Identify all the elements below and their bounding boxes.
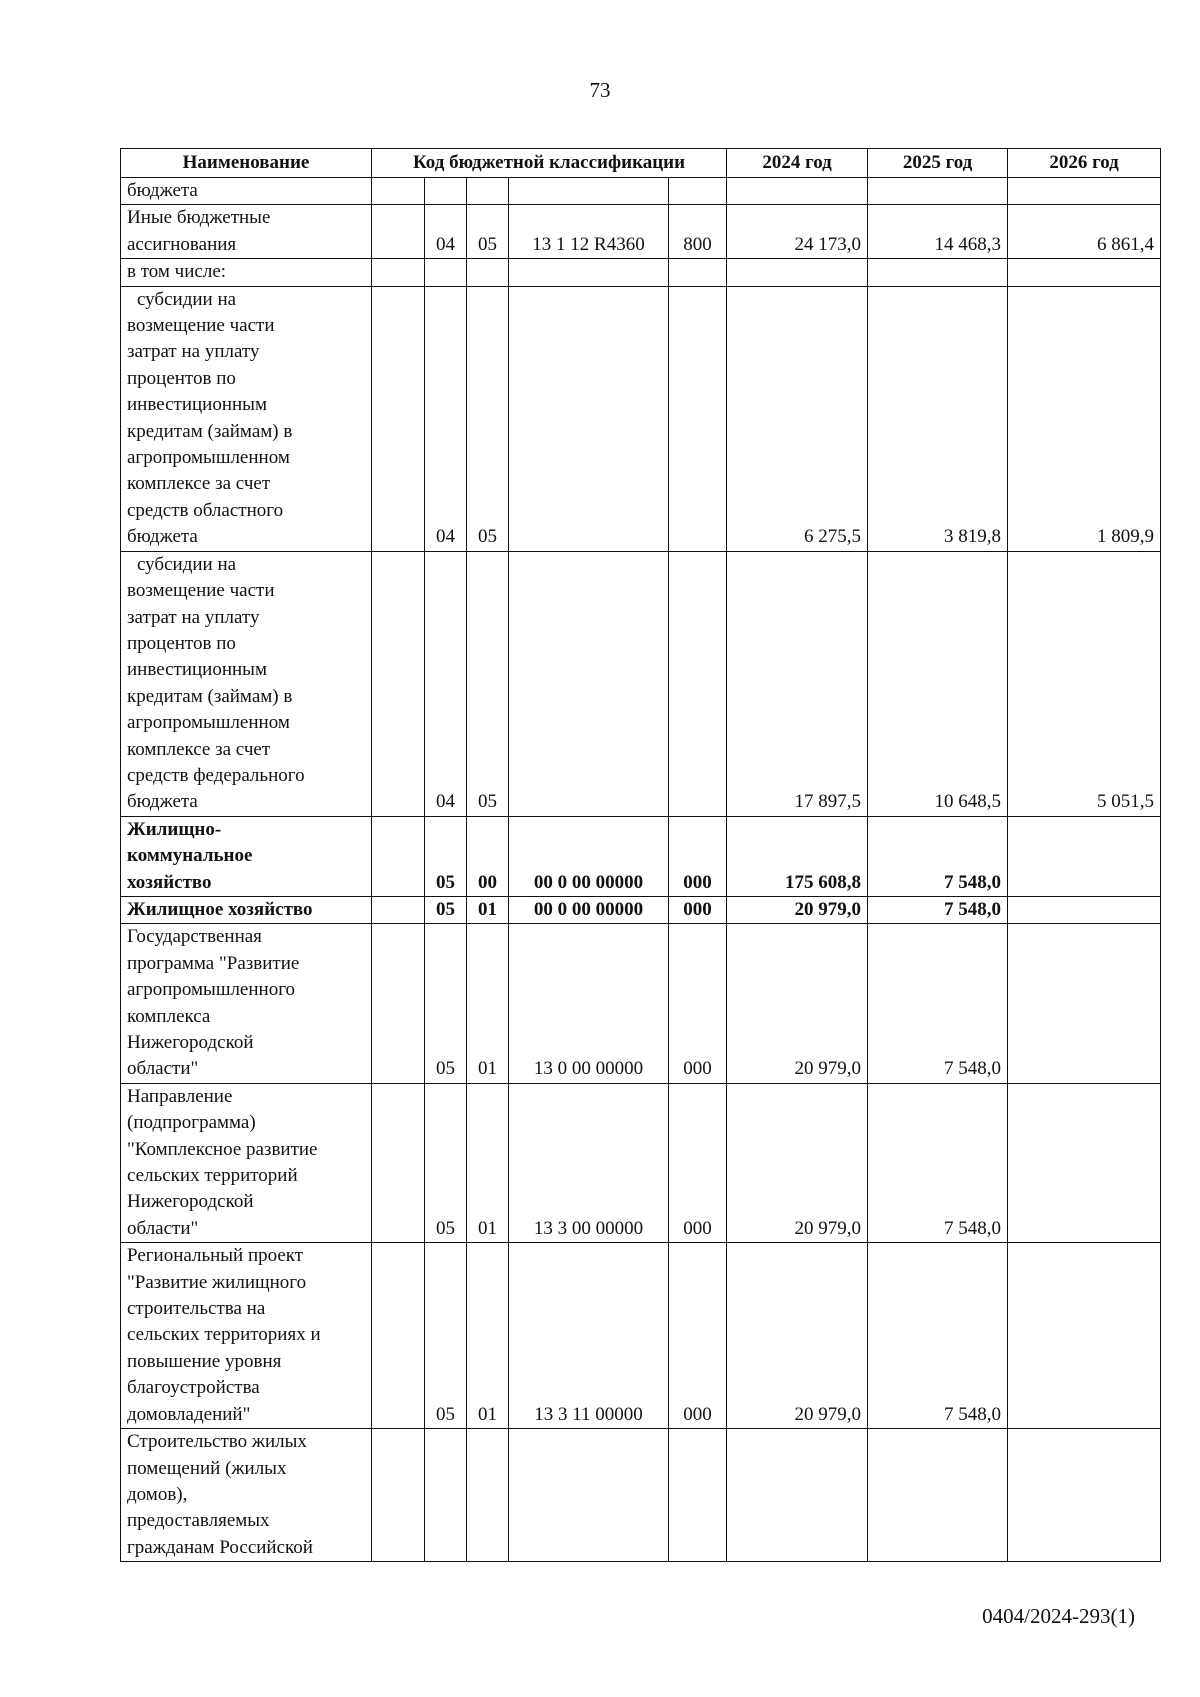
subsection-code-cell: 05: [467, 205, 509, 259]
row-name-cell: [121, 1429, 372, 1562]
amount-2025-cell: [868, 1429, 1008, 1562]
amount-2026-cell: [1008, 259, 1161, 286]
amount-2025-cell: [868, 178, 1008, 205]
amount-2025-cell: 7 548,0: [868, 896, 1008, 923]
code-col-1: [372, 551, 425, 816]
row-name-line: повышение уровня: [127, 1350, 282, 1372]
row-name-cell: [121, 816, 372, 896]
row-name-line: Жилищно-: [127, 818, 222, 840]
row-name-line: процентов по: [127, 367, 236, 389]
section-code-cell: 04: [425, 205, 467, 259]
code-col-1: [372, 205, 425, 259]
section-code-cell: [425, 1429, 467, 1562]
target-article-cell: 13 1 12 R4360: [509, 205, 669, 259]
code-col-1: [372, 1083, 425, 1242]
row-name-line: средств областного: [127, 499, 284, 521]
document-code: 0404/2024-293(1): [982, 1604, 1135, 1628]
amount-2025-cell: 7 548,0: [868, 924, 1008, 1083]
section-code-cell: 05: [425, 924, 467, 1083]
row-name-line: "Развитие жилищного: [127, 1271, 307, 1293]
amount-2024-cell: 20 979,0: [727, 896, 868, 923]
row-name-line: в том числе:: [127, 261, 227, 283]
row-name-line: Жилищное хозяйство: [127, 898, 313, 920]
amount-2025-cell: [868, 259, 1008, 286]
table-row: [121, 924, 1161, 1083]
header-name: Наименование: [121, 149, 372, 178]
row-name-line: Государственная: [127, 926, 262, 948]
expense-type-cell: [669, 286, 727, 551]
header-2024: 2024 год: [727, 149, 868, 178]
amount-2025-cell: 7 548,0: [868, 816, 1008, 896]
expense-type-cell: 800: [669, 205, 727, 259]
row-name-line: области": [127, 1058, 199, 1080]
amount-2025-cell: 3 819,8: [868, 286, 1008, 551]
section-code-cell: 05: [425, 1243, 467, 1429]
row-name-line: возмещение части: [127, 580, 275, 602]
row-name-line: Региональный проект: [127, 1245, 304, 1267]
header-2025: 2025 год: [868, 149, 1008, 178]
target-article-cell: 13 3 11 00000: [509, 1243, 669, 1429]
expense-type-cell: 000: [669, 1083, 727, 1242]
row-name-cell: [121, 259, 372, 286]
row-name-cell: [121, 896, 372, 923]
amount-2026-cell: 6 861,4: [1008, 205, 1161, 259]
row-name-line: кредитам (займам) в: [127, 420, 293, 442]
amount-2026-cell: [1008, 896, 1161, 923]
code-col-1: [372, 1429, 425, 1562]
table-row: [121, 816, 1161, 896]
table-row: [121, 205, 1161, 259]
row-name-line: Иные бюджетные: [127, 207, 271, 229]
amount-2025-cell: 7 548,0: [868, 1243, 1008, 1429]
subsection-code-cell: 05: [467, 551, 509, 816]
row-name-line: возмещение части: [127, 315, 275, 337]
row-name-line: кредитам (займам) в: [127, 685, 293, 707]
amount-2024-cell: 6 275,5: [727, 286, 868, 551]
row-name-line: хозяйство: [127, 871, 212, 893]
row-name-line: бюджета: [127, 791, 198, 813]
amount-2026-cell: [1008, 816, 1161, 896]
row-name-line: благоустройства: [127, 1377, 260, 1399]
target-article-cell: 00 0 00 00000: [509, 896, 669, 923]
amount-2025-cell: 7 548,0: [868, 1083, 1008, 1242]
row-name-line: Строительство жилых: [127, 1431, 307, 1453]
row-name-line: Нижегородской: [127, 1191, 254, 1213]
target-article-cell: [509, 1429, 669, 1562]
table-row: [121, 896, 1161, 923]
row-name-line: средств федерального: [127, 764, 305, 786]
row-name-line: бюджета: [127, 180, 198, 201]
amount-2024-cell: 175 608,8: [727, 816, 868, 896]
amount-2026-cell: 1 809,9: [1008, 286, 1161, 551]
amount-2026-cell: [1008, 178, 1161, 205]
row-name-line: строительства на: [127, 1298, 266, 1320]
section-code-cell: 04: [425, 286, 467, 551]
expense-type-cell: 000: [669, 1243, 727, 1429]
amount-2026-cell: 5 051,5: [1008, 551, 1161, 816]
subsection-code-cell: 00: [467, 816, 509, 896]
amount-2024-cell: 20 979,0: [727, 1243, 868, 1429]
code-col-1: [372, 1243, 425, 1429]
row-name-cell: [121, 551, 372, 816]
code-col-1: [372, 259, 425, 286]
row-name-line: гражданам Российской: [127, 1536, 313, 1558]
section-code-cell: [425, 178, 467, 205]
expense-type-cell: [669, 178, 727, 205]
header-row: [121, 149, 1161, 178]
section-code-cell: 05: [425, 1083, 467, 1242]
table-row: [121, 178, 1161, 205]
amount-2026-cell: [1008, 1243, 1161, 1429]
row-name-line: Нижегородской: [127, 1032, 254, 1053]
row-name-line: комплексе за счет: [127, 738, 271, 760]
budget-table: [120, 148, 1161, 1562]
table-row: [121, 1429, 1161, 1562]
expense-type-cell: 000: [669, 896, 727, 923]
target-article-cell: [509, 551, 669, 816]
code-col-1: [372, 178, 425, 205]
row-name-line: сельских территорий: [127, 1165, 298, 1187]
row-name-line: инвестиционным: [127, 394, 267, 416]
expense-type-cell: 000: [669, 816, 727, 896]
table-row: [121, 259, 1161, 286]
section-code-cell: 04: [425, 551, 467, 816]
row-name-line: Направление: [127, 1085, 233, 1107]
amount-2024-cell: 17 897,5: [727, 551, 868, 816]
amount-2024-cell: 20 979,0: [727, 924, 868, 1083]
row-name-line: программа "Развитие: [127, 952, 300, 974]
table-row: [121, 286, 1161, 551]
row-name-line: агропромышленном: [127, 447, 290, 469]
subsection-code-cell: [467, 259, 509, 286]
code-col-1: [372, 924, 425, 1083]
target-article-cell: 13 0 00 00000: [509, 924, 669, 1083]
amount-2024-cell: 20 979,0: [727, 1083, 868, 1242]
row-name-line: инвестиционным: [127, 659, 267, 681]
row-name-line: субсидии на: [137, 553, 237, 575]
expense-type-cell: [669, 1429, 727, 1562]
expense-type-cell: [669, 259, 727, 286]
amount-2025-cell: 14 468,3: [868, 205, 1008, 259]
section-code-cell: 05: [425, 896, 467, 923]
row-name-line: "Комплексное развитие: [127, 1138, 318, 1160]
table-row: [121, 1243, 1161, 1429]
row-name-cell: [121, 1083, 372, 1242]
row-name-cell: [121, 205, 372, 259]
subsection-code-cell: 01: [467, 1243, 509, 1429]
amount-2025-cell: 10 648,5: [868, 551, 1008, 816]
row-name-line: агропромышленного: [127, 979, 296, 1001]
subsection-code-cell: 01: [467, 896, 509, 923]
code-col-1: [372, 286, 425, 551]
target-article-cell: [509, 178, 669, 205]
target-article-cell: [509, 259, 669, 286]
subsection-code-cell: [467, 178, 509, 205]
row-name-line: домовладений": [127, 1403, 251, 1425]
header-2026: 2026 год: [1008, 149, 1161, 178]
row-name-line: сельских территориях и: [127, 1324, 321, 1346]
target-article-cell: [509, 286, 669, 551]
row-name-cell: [121, 1243, 372, 1429]
section-code-cell: [425, 259, 467, 286]
row-name-line: комплекса: [127, 1005, 211, 1027]
table-body: [121, 178, 1161, 1562]
amount-2024-cell: [727, 178, 868, 205]
table-row: [121, 551, 1161, 816]
row-name-cell: [121, 924, 372, 1083]
row-name-line: затрат на уплату: [127, 606, 260, 628]
header-code: Код бюджетной классификации: [372, 149, 727, 178]
table-row: [121, 1083, 1161, 1242]
row-name-line: затрат на уплату: [127, 341, 260, 363]
row-name-line: домов),: [127, 1483, 188, 1505]
row-name-line: коммунальное: [127, 845, 253, 867]
row-name-line: (подпрограмма): [127, 1112, 256, 1134]
row-name-line: ассигнования: [127, 233, 237, 255]
row-name-cell: [121, 286, 372, 551]
amount-2024-cell: 24 173,0: [727, 205, 868, 259]
row-name-line: бюджета: [127, 526, 198, 548]
subsection-code-cell: 01: [467, 924, 509, 1083]
row-name-line: субсидии на: [137, 288, 237, 310]
subsection-code-cell: 01: [467, 1083, 509, 1242]
row-name-line: области": [127, 1217, 199, 1239]
subsection-code-cell: 05: [467, 286, 509, 551]
section-code-cell: 05: [425, 816, 467, 896]
row-name-line: комплексе за счет: [127, 473, 271, 495]
amount-2024-cell: [727, 1429, 868, 1562]
target-article-cell: 00 0 00 00000: [509, 816, 669, 896]
amount-2024-cell: [727, 259, 868, 286]
row-name-line: агропромышленном: [127, 712, 290, 734]
target-article-cell: 13 3 00 00000: [509, 1083, 669, 1242]
amount-2026-cell: [1008, 1429, 1161, 1562]
amount-2026-cell: [1008, 924, 1161, 1083]
code-col-1: [372, 896, 425, 923]
amount-2026-cell: [1008, 1083, 1161, 1242]
row-name-cell: [121, 178, 372, 205]
row-name-line: процентов по: [127, 632, 236, 654]
code-col-1: [372, 816, 425, 896]
row-name-line: предоставляемых: [127, 1510, 270, 1532]
expense-type-cell: [669, 551, 727, 816]
expense-type-cell: 000: [669, 924, 727, 1083]
row-name-line: помещений (жилых: [127, 1457, 287, 1479]
subsection-code-cell: [467, 1429, 509, 1562]
page-number: 73: [589, 78, 611, 102]
